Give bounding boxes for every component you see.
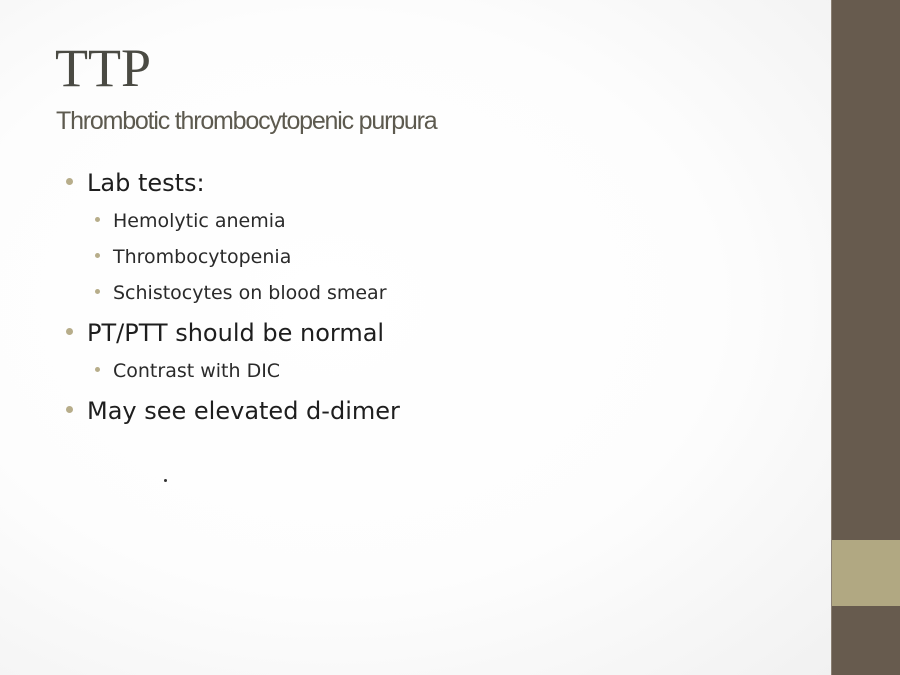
bullet-dot-icon [66, 328, 73, 335]
sidebar-accent-block [832, 540, 900, 606]
bullet-dot-icon [95, 217, 100, 222]
bullet-item [66, 317, 384, 349]
slide-title: TTP [55, 38, 152, 98]
bullet-item [66, 167, 205, 199]
sub-bullet-item [95, 358, 280, 384]
bullet-dot-icon [66, 406, 73, 413]
bullet-text: Schistocytes on blood smear [113, 282, 387, 304]
cursor-speck [164, 479, 167, 482]
bullet-text: PT/PTT should be normal [87, 319, 385, 347]
sub-bullet-item [95, 244, 291, 270]
bullet-dot-icon [95, 367, 100, 372]
bullet-text: Hemolytic anemia [113, 210, 286, 232]
bullet-dot-icon [66, 178, 73, 185]
bullet-item [66, 395, 400, 427]
bullet-text: Lab tests: [87, 169, 205, 197]
bullet-text: May see elevated d-dimer [87, 397, 400, 425]
sub-bullet-item [95, 280, 387, 306]
bullet-dot-icon [95, 289, 100, 294]
decorative-sidebar [831, 0, 900, 675]
sub-bullet-item [95, 208, 286, 234]
bullet-text: Thrombocytopenia [113, 246, 292, 268]
bullet-text: Contrast with DIC [113, 360, 281, 382]
bullet-dot-icon [95, 253, 100, 258]
slide-subtitle: Thrombotic thrombocytopenic purpura [56, 107, 437, 135]
